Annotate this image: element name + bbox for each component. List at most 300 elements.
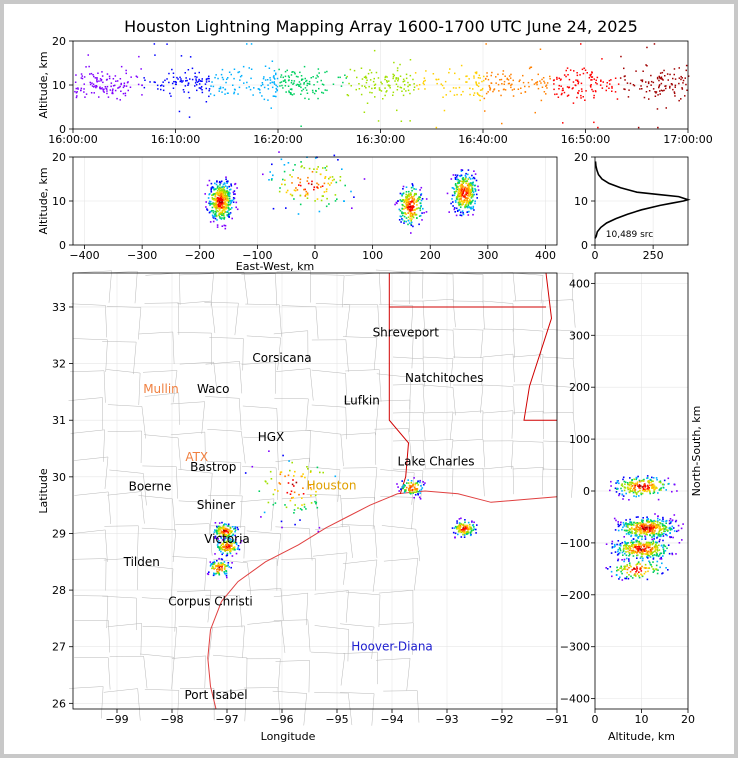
parish-border bbox=[453, 468, 484, 496]
time-height-point bbox=[271, 107, 273, 109]
time-height-point bbox=[211, 81, 213, 83]
ew-height-point bbox=[463, 196, 465, 198]
county-border bbox=[310, 274, 344, 307]
plan-view-point bbox=[415, 492, 417, 494]
time-height-point bbox=[351, 85, 353, 87]
ew-height-point bbox=[405, 221, 407, 223]
plan-view-point bbox=[410, 485, 412, 487]
ew-height-point bbox=[209, 180, 211, 182]
ew-height-point bbox=[466, 211, 468, 213]
ns-height-point bbox=[636, 516, 638, 518]
x-tick-label: −96 bbox=[270, 713, 294, 726]
ew-height-point bbox=[322, 167, 324, 169]
plan-view-point bbox=[457, 534, 459, 536]
ns-height-point bbox=[651, 520, 653, 522]
time-height-point bbox=[233, 93, 235, 95]
ew-height-point bbox=[212, 186, 214, 188]
time-height-point bbox=[214, 77, 216, 79]
time-height-point bbox=[91, 82, 93, 84]
time-height-point bbox=[285, 85, 287, 87]
time-height-point bbox=[356, 89, 358, 91]
x-tick-label: 16:40:00 bbox=[458, 133, 508, 146]
time-height-point bbox=[683, 80, 685, 82]
plan-view-point bbox=[215, 522, 217, 524]
y-tick-label: 10 bbox=[52, 79, 66, 92]
plan-view-point bbox=[294, 524, 296, 526]
y-tick-label: 32 bbox=[52, 357, 66, 371]
time-height-point bbox=[94, 92, 96, 94]
ns-height-point bbox=[636, 557, 638, 559]
ns-height-point bbox=[653, 527, 655, 529]
ns-height-point bbox=[676, 490, 678, 492]
ew-height-point bbox=[213, 199, 215, 201]
time-height-point bbox=[444, 110, 446, 112]
ns-height-point bbox=[629, 552, 631, 554]
ew-height-point bbox=[454, 195, 456, 197]
time-height-point bbox=[376, 72, 378, 74]
ew-height-point bbox=[286, 192, 288, 194]
plan-view-point bbox=[221, 558, 223, 560]
ew-height-point bbox=[472, 184, 474, 186]
time-height-point bbox=[433, 73, 435, 75]
ns-height-point bbox=[672, 537, 674, 539]
time-height-point bbox=[317, 98, 319, 100]
plan-view-point bbox=[231, 548, 233, 550]
ns-height-point bbox=[624, 490, 626, 492]
ew-height-point bbox=[420, 210, 422, 212]
time-height-point bbox=[661, 83, 663, 85]
ns-height-point bbox=[631, 544, 633, 546]
x-tick-label: −300 bbox=[127, 249, 158, 262]
ew-height-point bbox=[450, 203, 452, 205]
time-height-point bbox=[354, 70, 356, 72]
time-height-point bbox=[554, 94, 556, 96]
time-height-point bbox=[299, 81, 301, 83]
ns-height-point bbox=[647, 485, 649, 487]
ns-height-point bbox=[633, 552, 635, 554]
ew-height-point bbox=[414, 193, 416, 195]
ns-height-point bbox=[656, 487, 658, 489]
ew-height-point bbox=[402, 204, 404, 206]
ns-height-point bbox=[645, 486, 647, 488]
time-height-point bbox=[127, 81, 129, 83]
ns-height-point bbox=[632, 485, 634, 487]
time-height-point bbox=[199, 87, 201, 89]
time-height-point bbox=[665, 85, 667, 87]
ns-height-point bbox=[681, 528, 683, 530]
ns-height-point bbox=[627, 569, 629, 571]
ew-height-point bbox=[217, 194, 219, 196]
plan-view-point bbox=[460, 518, 462, 520]
ew-height-point bbox=[405, 203, 407, 205]
time-height-point bbox=[269, 68, 271, 70]
ew-height-point bbox=[223, 208, 225, 210]
ew-height-point bbox=[411, 222, 413, 224]
time-height-point bbox=[160, 85, 162, 87]
ns-height-point bbox=[652, 561, 654, 563]
ns-height-point bbox=[666, 529, 668, 531]
time-height-point bbox=[265, 79, 267, 81]
y-tick-label: 10 bbox=[574, 195, 588, 208]
ns-height-point bbox=[635, 483, 637, 485]
plan-view-point bbox=[294, 504, 296, 506]
ns-height-point bbox=[663, 521, 665, 523]
ew-height-point bbox=[353, 196, 355, 198]
ew-height-point bbox=[466, 190, 468, 192]
time-height-point bbox=[194, 73, 196, 75]
ns-height-point bbox=[661, 553, 663, 555]
ew-height-point bbox=[454, 207, 456, 209]
time-height-point bbox=[487, 91, 489, 93]
time-height-point bbox=[163, 85, 165, 87]
ns-height-point bbox=[611, 543, 613, 545]
ns-height-point bbox=[640, 532, 642, 534]
time-height-point bbox=[249, 67, 251, 69]
time-height-point bbox=[543, 81, 545, 83]
time-height-point bbox=[472, 88, 474, 90]
plan-view-point bbox=[290, 493, 292, 495]
ns-height-point bbox=[651, 524, 653, 526]
ew-height-point bbox=[407, 212, 409, 214]
ns-height-point bbox=[669, 527, 671, 529]
ew-height-point bbox=[416, 204, 418, 206]
county-border bbox=[139, 332, 174, 364]
ns-height-point bbox=[654, 536, 656, 538]
place-label: Lake Charles bbox=[397, 454, 475, 469]
plan-view-point bbox=[303, 493, 305, 495]
x-tick-label: −91 bbox=[545, 713, 569, 726]
ew-height-point bbox=[464, 181, 466, 183]
ns-height-point bbox=[618, 495, 620, 497]
ns-height-point bbox=[642, 517, 644, 519]
time-height-point bbox=[495, 76, 497, 78]
plan-view-point bbox=[419, 497, 421, 499]
time-height-point bbox=[657, 77, 659, 79]
plan-view-point bbox=[212, 566, 214, 568]
ew-height-point bbox=[456, 197, 458, 199]
time-height-point bbox=[166, 78, 168, 80]
time-height-point bbox=[591, 79, 593, 81]
time-height-point bbox=[222, 69, 224, 71]
ew-height-point bbox=[469, 188, 471, 190]
time-height-point bbox=[615, 78, 617, 80]
x-tick-label: −97 bbox=[215, 713, 239, 726]
ew-height-point bbox=[408, 220, 410, 222]
plan-view-point bbox=[233, 528, 235, 530]
time-height-point bbox=[580, 43, 582, 45]
ns-height-point bbox=[651, 539, 653, 541]
ns-height-point bbox=[631, 528, 633, 530]
time-height-point bbox=[624, 79, 626, 81]
x-tick-label: 200 bbox=[419, 249, 441, 262]
time-height-point bbox=[520, 93, 522, 95]
time-height-point bbox=[593, 97, 595, 99]
time-height-point bbox=[138, 84, 140, 86]
plan-view-point bbox=[416, 488, 418, 490]
ew-height-point bbox=[219, 210, 221, 212]
time-height-point bbox=[397, 80, 399, 82]
time-height-point bbox=[312, 76, 314, 78]
plan-view-point bbox=[226, 524, 228, 526]
ew-height-point bbox=[462, 194, 464, 196]
plan-view-point bbox=[302, 473, 304, 475]
ew-height-point bbox=[343, 200, 345, 202]
time-height-point bbox=[196, 80, 198, 82]
time-height-point bbox=[401, 91, 403, 93]
ew-height-point bbox=[456, 208, 458, 210]
ns-height-point bbox=[625, 548, 627, 550]
parish-border bbox=[513, 273, 543, 303]
ew-height-point bbox=[451, 198, 453, 200]
ew-height-point bbox=[320, 173, 322, 175]
ew-height-point bbox=[313, 168, 315, 170]
ew-height-point bbox=[394, 204, 396, 206]
ew-height-point bbox=[460, 185, 462, 187]
ns-height-point bbox=[647, 567, 649, 569]
ew-height-point bbox=[461, 191, 463, 193]
ns-height-point bbox=[623, 495, 625, 497]
time-height-point bbox=[125, 93, 127, 95]
ns-height-point bbox=[645, 553, 647, 555]
county-border bbox=[282, 306, 318, 339]
time-height-point bbox=[528, 82, 530, 84]
time-height-point bbox=[498, 90, 500, 92]
ew-height-point bbox=[460, 176, 462, 178]
parish-border bbox=[513, 300, 543, 328]
plan-view-point bbox=[245, 472, 247, 474]
plan-view-point bbox=[227, 549, 229, 551]
time-height-point bbox=[596, 83, 598, 85]
ew-height-point bbox=[220, 188, 222, 190]
time-height-point bbox=[361, 94, 363, 96]
place-label: Boerne bbox=[128, 479, 172, 494]
time-height-point bbox=[500, 95, 502, 97]
time-height-point bbox=[183, 89, 185, 91]
ew-height-point bbox=[221, 201, 223, 203]
place-label: Victoria bbox=[204, 532, 250, 547]
x-tick-label: 16:20:00 bbox=[253, 133, 303, 146]
time-height-point bbox=[112, 93, 114, 95]
time-height-point bbox=[105, 86, 107, 88]
time-height-point bbox=[233, 78, 235, 80]
ew-height-point bbox=[410, 192, 412, 194]
time-height-point bbox=[347, 94, 349, 96]
time-height-point bbox=[126, 85, 128, 87]
ns-height-point bbox=[650, 479, 652, 481]
plan-view-point bbox=[215, 573, 217, 575]
plan-view-point bbox=[227, 554, 229, 556]
plan-view-point bbox=[282, 455, 284, 457]
county-border bbox=[205, 396, 241, 430]
ns-height-point bbox=[651, 522, 653, 524]
plan-view-point bbox=[218, 558, 220, 560]
place-label: Bastrop bbox=[190, 460, 237, 475]
time-height-point bbox=[173, 73, 175, 75]
time-height-point bbox=[264, 99, 266, 101]
x-tick-label: 17:00:00 bbox=[663, 133, 713, 146]
ew-height-point bbox=[307, 197, 309, 199]
x-tick-label: −95 bbox=[325, 713, 349, 726]
ew-height-point bbox=[471, 196, 473, 198]
ns-height-point bbox=[668, 544, 670, 546]
plan-view-point bbox=[419, 492, 421, 494]
ns-height-point bbox=[674, 530, 676, 532]
time-height-point bbox=[208, 78, 210, 80]
time-height-point bbox=[250, 78, 252, 80]
time-height-point bbox=[303, 89, 305, 91]
ew-height-point bbox=[295, 187, 297, 189]
ew-height-point bbox=[228, 209, 230, 211]
county-border bbox=[274, 398, 308, 431]
ns-height-point bbox=[665, 567, 667, 569]
time-height-point bbox=[108, 96, 110, 98]
time-height-point bbox=[596, 80, 598, 82]
time-height-point bbox=[309, 83, 311, 85]
plan-view-point bbox=[411, 485, 413, 487]
ew-height-point bbox=[447, 193, 449, 195]
time-height-point bbox=[281, 85, 283, 87]
time-height-point bbox=[227, 77, 229, 79]
time-height-point bbox=[275, 74, 277, 76]
ns-height-point bbox=[653, 520, 655, 522]
time-height-point bbox=[531, 79, 533, 81]
time-height-point bbox=[185, 85, 187, 87]
time-height-point bbox=[369, 69, 371, 71]
time-height-point bbox=[658, 87, 660, 89]
ew-height-point bbox=[228, 192, 230, 194]
parish-border bbox=[453, 329, 483, 358]
time-height-point bbox=[276, 89, 278, 91]
ew-height-point bbox=[216, 219, 218, 221]
time-height-point bbox=[364, 112, 366, 114]
ns-height-point bbox=[637, 481, 639, 483]
ew-height-point bbox=[292, 169, 294, 171]
ns-height-point bbox=[640, 525, 642, 527]
ew-height-point bbox=[226, 208, 228, 210]
ew-height-point bbox=[332, 176, 334, 178]
ew-height-point bbox=[214, 214, 216, 216]
time-height-point bbox=[81, 73, 83, 75]
time-height-point bbox=[175, 84, 177, 86]
plan-view-point bbox=[281, 527, 283, 529]
county-border bbox=[171, 402, 205, 434]
time-height-point bbox=[298, 86, 300, 88]
plan-view-point bbox=[410, 493, 412, 495]
time-height-point bbox=[189, 78, 191, 80]
time-height-point bbox=[273, 95, 275, 97]
time-height-point bbox=[442, 97, 444, 99]
plan-view-point bbox=[422, 487, 424, 489]
time-height-point bbox=[419, 84, 421, 86]
time-height-point bbox=[423, 81, 425, 83]
ew-height-point bbox=[307, 177, 309, 179]
time-height-point bbox=[416, 85, 418, 87]
time-height-point bbox=[282, 87, 284, 89]
ns-height-point bbox=[650, 542, 652, 544]
time-height-point bbox=[573, 70, 575, 72]
ew-height-point bbox=[407, 207, 409, 209]
ns-height-point bbox=[654, 492, 656, 494]
ew-height-point bbox=[289, 174, 291, 176]
time-height-point bbox=[186, 80, 188, 82]
time-height-point bbox=[592, 76, 594, 78]
time-height-point bbox=[128, 90, 130, 92]
ew-height-point bbox=[216, 184, 218, 186]
parish-border bbox=[453, 411, 483, 439]
ns-height-point bbox=[633, 495, 635, 497]
plan-view-point bbox=[297, 507, 299, 509]
ns-height-point bbox=[645, 571, 647, 573]
time-height-point bbox=[494, 88, 496, 90]
y-tick-label: 29 bbox=[52, 527, 66, 541]
time-height-point bbox=[620, 77, 622, 79]
time-height-point bbox=[98, 96, 100, 98]
parish-border bbox=[483, 411, 513, 439]
time-height-point bbox=[581, 91, 583, 93]
ew-height-point bbox=[226, 181, 228, 183]
time-height-point bbox=[660, 72, 662, 74]
place-label: Natchitoches bbox=[405, 370, 484, 385]
time-height-point bbox=[589, 74, 591, 76]
time-height-point bbox=[99, 86, 101, 88]
ew-height-point bbox=[409, 209, 411, 211]
ew-height-point bbox=[313, 189, 315, 191]
ns-height-point bbox=[643, 525, 645, 527]
time-height-point bbox=[546, 87, 548, 89]
ns-height-point bbox=[623, 561, 625, 563]
ew-height-point bbox=[475, 173, 477, 175]
ew-height-point bbox=[474, 200, 476, 202]
plan-view-point bbox=[302, 487, 304, 489]
ns-height-point bbox=[653, 570, 655, 572]
ew-height-point bbox=[324, 183, 326, 185]
ew-height-point bbox=[412, 214, 414, 216]
ew-height-point bbox=[465, 197, 467, 199]
ns-height-point bbox=[645, 567, 647, 569]
plan-view-point bbox=[277, 490, 279, 492]
time-height-point bbox=[303, 83, 305, 85]
time-height-point bbox=[644, 97, 646, 99]
plan-view-point bbox=[214, 574, 216, 576]
plan-view-point bbox=[217, 565, 219, 567]
time-height-point bbox=[674, 68, 676, 70]
ns-height-point bbox=[632, 577, 634, 579]
ew-height-point bbox=[214, 183, 216, 185]
ns-height-point bbox=[626, 558, 628, 560]
ew-height-point bbox=[470, 195, 472, 197]
ew-height-point bbox=[221, 181, 223, 183]
ew-height-point bbox=[300, 161, 302, 163]
time-height-point bbox=[318, 88, 320, 90]
time-height-point bbox=[116, 98, 118, 100]
ew-height-point bbox=[420, 194, 422, 196]
ns-height-point bbox=[619, 544, 621, 546]
ns-height-point bbox=[646, 516, 648, 518]
ew-height-point bbox=[300, 195, 302, 197]
time-height-point bbox=[407, 82, 409, 84]
ew-height-point bbox=[220, 212, 222, 214]
ns-height-point bbox=[646, 477, 648, 479]
county-border bbox=[107, 492, 144, 524]
plan-view-point bbox=[223, 524, 225, 526]
ns-height-point bbox=[637, 573, 639, 575]
plan-view-point bbox=[273, 504, 275, 506]
ns-height-point bbox=[659, 535, 661, 537]
ns-height-point bbox=[643, 480, 645, 482]
ew-height-point bbox=[293, 198, 295, 200]
time-height-point bbox=[562, 122, 564, 124]
x-tick-label: −400 bbox=[69, 249, 100, 262]
